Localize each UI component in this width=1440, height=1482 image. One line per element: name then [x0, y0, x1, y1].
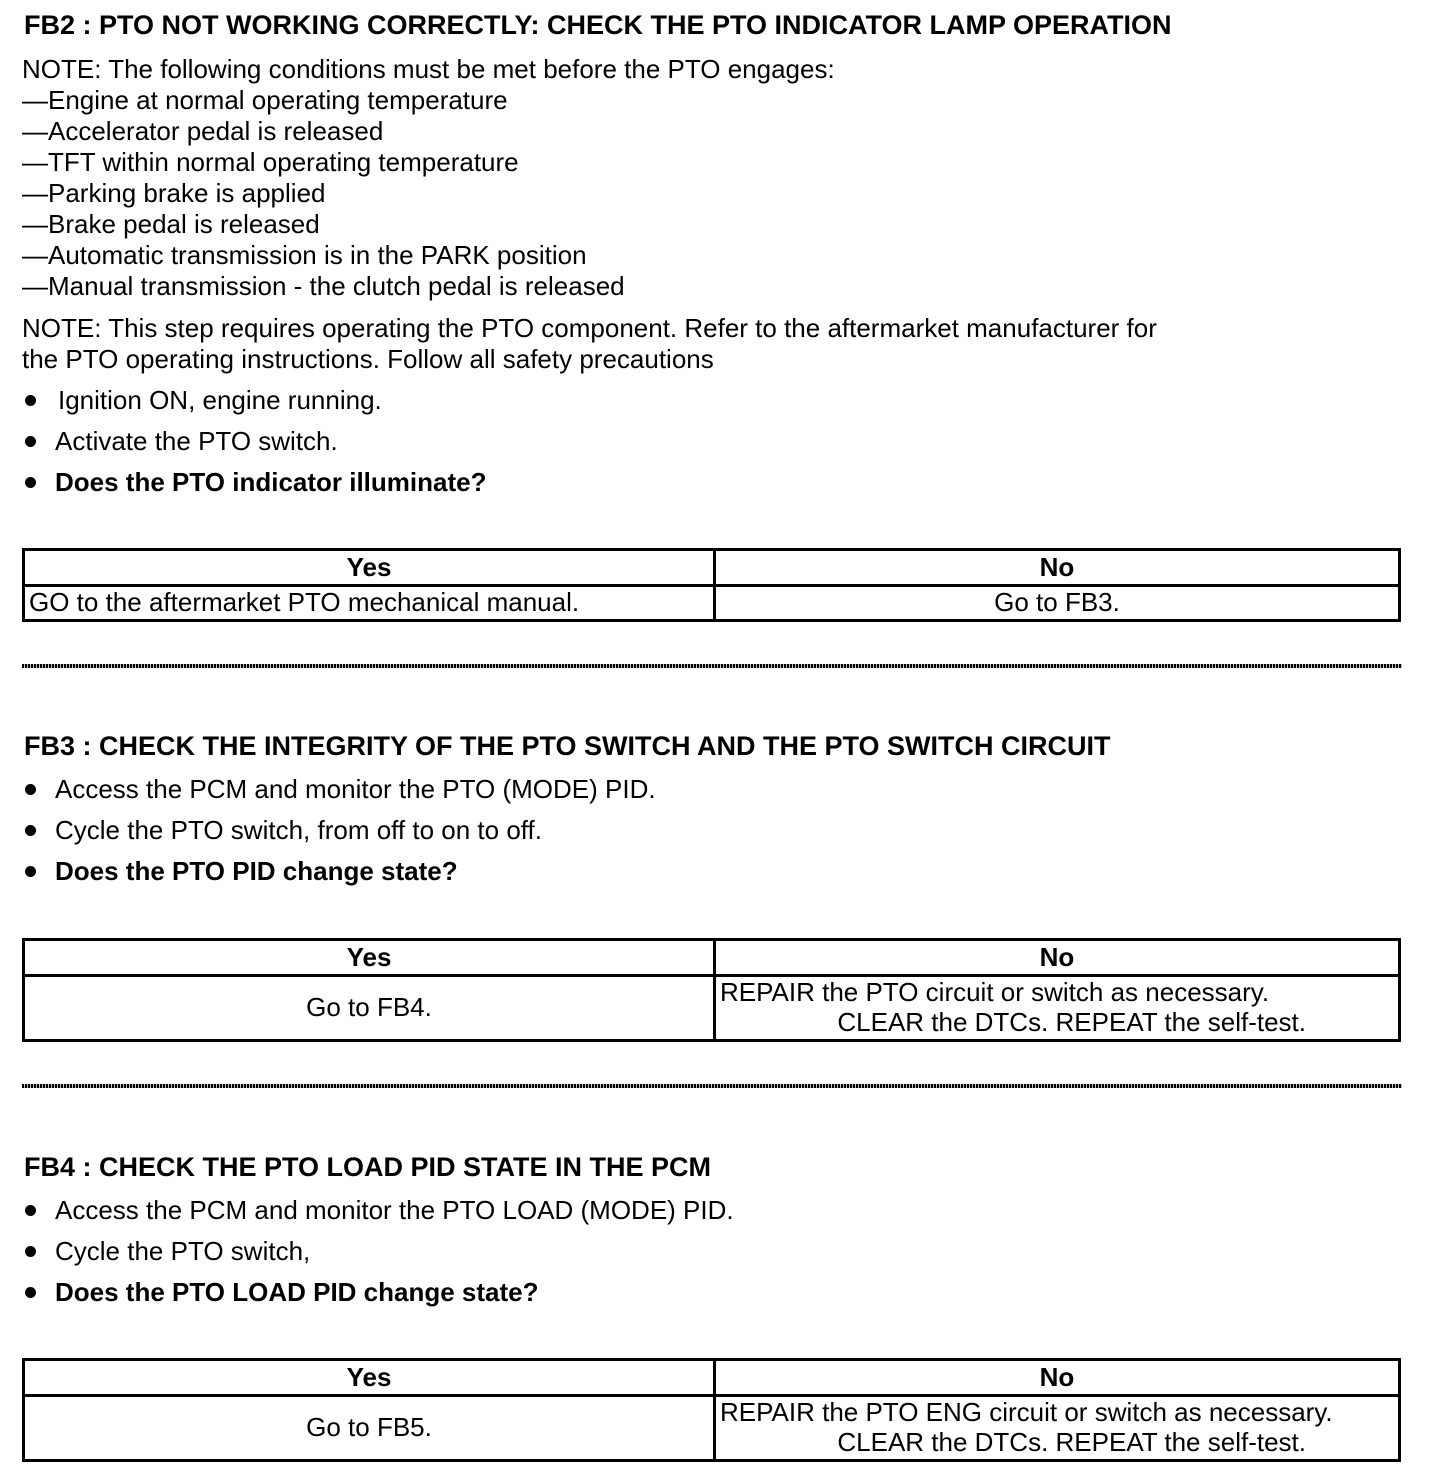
fb4-question: Does the PTO LOAD PID change state?: [55, 1277, 539, 1307]
fb2-answer-table: [22, 548, 1401, 622]
bullet-icon: [25, 395, 36, 406]
bullet-icon: [25, 866, 36, 877]
fb3-answer-table: [22, 938, 1401, 1042]
condition-item: —Automatic transmission is in the PARK position: [22, 240, 587, 270]
yes-header: Yes: [24, 550, 715, 586]
fb4-step: Cycle the PTO switch,: [55, 1236, 311, 1266]
condition-item: —Parking brake is applied: [22, 178, 326, 208]
section-divider: [22, 1084, 1402, 1088]
fb4-step: Access the PCM and monitor the PTO LOAD (MODE) PID.: [55, 1195, 734, 1225]
fb2-note-conditions: NOTE: The following conditions must be met before the PTO engages:: [22, 54, 835, 84]
condition-item: —Accelerator pedal is released: [22, 116, 384, 146]
bullet-icon: [25, 436, 36, 447]
fb2-question: Does the PTO indicator illuminate?: [55, 467, 487, 497]
fb2-yes-action: GO to the aftermarket PTO mechanical manual.: [24, 586, 715, 621]
fb2-step: Activate the PTO switch.: [55, 426, 338, 456]
fb3-no-action-line1: REPAIR the PTO circuit or switch as necessary.: [720, 977, 1270, 1008]
fb4-answer-table: [22, 1358, 1401, 1462]
fb3-no-action-line2: CLEAR the DTCs. REPEAT the self-test.: [837, 1007, 1306, 1037]
no-header: No: [715, 1360, 1400, 1396]
fb2-heading: FB2 : PTO NOT WORKING CORRECTLY: CHECK THE PTO INDICATOR LAMP OPERATION: [24, 10, 1172, 40]
fb2-step: Ignition ON, engine running.: [58, 385, 382, 415]
fb2-note-operating-line1: NOTE: This step requires operating the PTO component. Refer to the aftermarket manufacturer for: [22, 313, 1157, 343]
no-header: No: [715, 550, 1400, 586]
fb2-note-operating-line2: the PTO operating instructions. Follow all safety precautions: [22, 344, 714, 374]
yes-header: Yes: [24, 940, 715, 976]
bullet-icon: [25, 1246, 36, 1257]
fb2-no-action: Go to FB3.: [715, 586, 1400, 621]
fb4-heading: FB4 : CHECK THE PTO LOAD PID STATE IN THE PCM: [24, 1152, 712, 1182]
yes-header: Yes: [24, 1360, 715, 1396]
bullet-icon: [25, 1205, 36, 1216]
bullet-icon: [25, 784, 36, 795]
section-divider: [22, 664, 1402, 668]
condition-item: —Brake pedal is released: [22, 209, 320, 239]
fb4-no-action-line1: REPAIR the PTO ENG circuit or switch as necessary.: [720, 1397, 1333, 1428]
fb3-no-action: [715, 976, 1400, 1041]
condition-item: —TFT within normal operating temperature: [22, 147, 519, 177]
fb4-yes-action: Go to FB5.: [24, 1396, 715, 1461]
bullet-icon: [25, 825, 36, 836]
fb4-no-action-line2: CLEAR the DTCs. REPEAT the self-test.: [837, 1427, 1306, 1457]
no-header: No: [715, 940, 1400, 976]
bullet-icon: [25, 477, 36, 488]
bullet-icon: [25, 1287, 36, 1298]
condition-item: —Engine at normal operating temperature: [22, 85, 508, 115]
fb3-step: Cycle the PTO switch, from off to on to off.: [55, 815, 542, 845]
fb3-heading: FB3 : CHECK THE INTEGRITY OF THE PTO SWITCH AND THE PTO SWITCH CIRCUIT: [24, 731, 1111, 761]
fb3-step: Access the PCM and monitor the PTO (MODE) PID.: [55, 774, 656, 804]
fb4-no-action: [715, 1396, 1400, 1461]
fb3-yes-action: Go to FB4.: [24, 976, 715, 1041]
fb3-question: Does the PTO PID change state?: [55, 856, 458, 886]
condition-item: —Manual transmission - the clutch pedal is released: [22, 271, 625, 301]
